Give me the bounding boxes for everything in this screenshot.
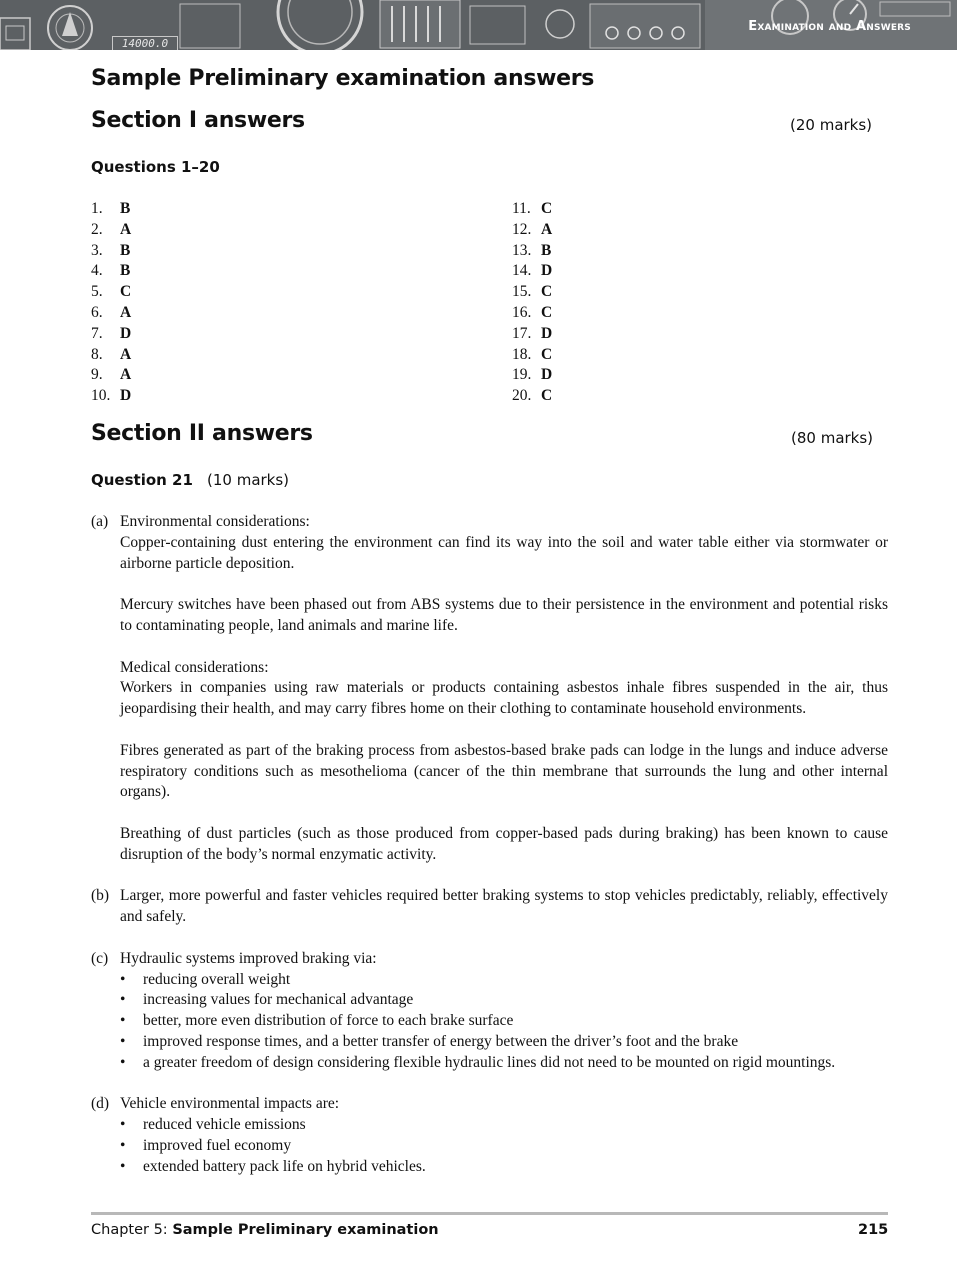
chapter-title: Sample Preliminary examination (172, 1222, 439, 1238)
answer-row (91, 241, 131, 262)
question-number: 7. (91, 324, 103, 342)
environmental-paragraph: Mercury switches have been phased out from ABS systems due to their persistence in the environment and potential risks to contaminating people, land animals and marine life. (120, 596, 888, 634)
question-number: 15. (512, 283, 532, 301)
footer-divider (91, 1212, 888, 1215)
part-b-text: Larger, more powerful and faster vehicles required better braking systems to stop vehicles predictably, reliably, effectively and safely. (120, 887, 888, 926)
part-c (91, 949, 888, 1074)
section-2-marks: (80 marks) (791, 429, 874, 447)
answer-row (512, 324, 552, 345)
running-header: Examination and Answers (748, 19, 911, 34)
question-number: 8. (91, 345, 103, 363)
list-item: • improved response times, and a better transfer of energy between the driver’s foot and the brake (120, 1032, 888, 1053)
question-number: 11. (512, 200, 531, 217)
answer-row (512, 199, 552, 220)
question-21-answers (91, 512, 888, 1178)
answer-row (91, 282, 131, 303)
part-b (91, 886, 888, 928)
answer-letter: D (120, 387, 132, 405)
question-21-marks: (10 marks) (207, 471, 290, 489)
answer-letter: C (120, 283, 132, 301)
answer-letter: D (541, 366, 553, 384)
list-item: • better, more even distribution of force to each brake surface (120, 1011, 888, 1032)
bullet-list (120, 970, 888, 1074)
question-21-label: Question 21 (91, 471, 193, 489)
question-number: 20. (512, 387, 532, 405)
answer-letter: A (120, 220, 132, 238)
answer-letter: D (541, 324, 553, 342)
question-number: 14. (512, 262, 532, 280)
answer-letter: B (120, 262, 131, 280)
part-a (91, 512, 888, 866)
answer-letter: C (541, 345, 553, 363)
list-item: • reducing overall weight (120, 970, 888, 991)
page-title: Sample Preliminary examination answers (91, 66, 595, 91)
list-item: • extended battery pack life on hybrid vehicles. (120, 1157, 888, 1178)
answer-row (91, 303, 131, 324)
bullet-icon: • (120, 1136, 126, 1154)
bullet-icon: • (120, 1157, 126, 1175)
medical-paragraph: Fibres generated as part of the braking process from asbestos-based brake pads can lodge in the lungs and induce adverse respiratory conditions such as mesothelioma (cancer of the thin membrane that surrounds the lung and other internal organs). (120, 741, 888, 801)
medical-heading: Medical considerations: (120, 658, 269, 676)
answer-letter: C (541, 200, 553, 217)
part-d (91, 1094, 888, 1177)
question-number: 10. (91, 387, 111, 405)
part-d-intro: Vehicle environmental impacts are: (120, 1095, 340, 1113)
part-label: (c) (91, 949, 109, 967)
answer-row (91, 345, 131, 366)
medical-paragraph: Breathing of dust particles (such as those produced from copper-based pads during braking) has been known to cause disruption of the body’s normal enzymatic activity. (120, 824, 888, 863)
answers-column-right (512, 199, 552, 407)
answer-row (91, 199, 131, 220)
section-1-heading: Section I answers (91, 108, 305, 133)
answer-letter: B (541, 241, 552, 259)
environmental-heading: Environmental considerations: (120, 513, 310, 530)
questions-range-heading: Questions 1–20 (91, 158, 220, 176)
part-label: (d) (91, 1095, 110, 1113)
answer-row (512, 220, 552, 241)
environmental-paragraph: Copper-containing dust entering the environment can find its way into the soil and water table either via stormwater or airborne particle deposition. (120, 533, 888, 572)
answer-row (512, 241, 552, 262)
counter-display: 14000.0 (112, 36, 178, 50)
footer-chapter (91, 1222, 439, 1238)
bullet-icon: • (120, 1053, 126, 1071)
list-item: • reduced vehicle emissions (120, 1115, 888, 1136)
section-1-marks: (20 marks) (790, 116, 873, 134)
question-number: 16. (512, 303, 532, 321)
answer-letter: A (541, 220, 553, 238)
answer-letter: A (120, 303, 132, 321)
part-c-intro: Hydraulic systems improved braking via: (120, 949, 377, 967)
list-item: • a greater freedom of design considering flexible hydraulic lines did not need to be mounted on rigid mountings. (120, 1053, 888, 1074)
bullet-icon: • (120, 1012, 126, 1030)
answer-letter: B (120, 200, 131, 217)
question-number: 2. (91, 220, 103, 238)
answer-letter: A (120, 345, 132, 363)
part-label: (b) (91, 887, 110, 905)
bullet-icon: • (120, 1116, 126, 1134)
answer-row (512, 365, 552, 386)
question-number: 9. (91, 366, 103, 384)
list-item: • improved fuel economy (120, 1136, 888, 1157)
answer-row (91, 220, 131, 241)
question-number: 6. (91, 303, 103, 321)
answer-row (512, 282, 552, 303)
bullet-icon: • (120, 1032, 126, 1050)
answer-letter: C (541, 303, 553, 321)
section-2-heading: Section II answers (91, 421, 313, 446)
question-number: 12. (512, 220, 532, 238)
question-number: 17. (512, 324, 532, 342)
question-number: 19. (512, 366, 532, 384)
list-item: • increasing values for mechanical advantage (120, 990, 888, 1011)
answer-letter: D (541, 262, 553, 280)
answer-letter: B (120, 241, 131, 259)
question-number: 4. (91, 262, 103, 280)
answer-row (91, 324, 131, 345)
answer-row (512, 345, 552, 366)
answers-column-left (91, 199, 131, 407)
answer-row (512, 386, 552, 407)
question-number: 13. (512, 241, 532, 259)
bullet-icon: • (120, 991, 126, 1009)
question-number: 1. (91, 200, 103, 217)
part-label: (a) (91, 513, 109, 530)
bullet-list (120, 1115, 888, 1177)
answer-row (91, 386, 131, 407)
header-banner (0, 0, 957, 50)
page-number: 215 (858, 1222, 889, 1238)
chapter-prefix: Chapter 5: (91, 1222, 173, 1238)
answer-letter: D (120, 324, 132, 342)
question-number: 5. (91, 283, 103, 301)
answer-row (91, 365, 131, 386)
answer-row (512, 303, 552, 324)
answer-letter: C (541, 283, 553, 301)
medical-paragraph: Workers in companies using raw materials or products containing asbestos inhale fibres suspended in the air, thus jeopardising their health, and may carry fibres home on their clothing to contaminate household environments. (120, 679, 888, 718)
question-number: 18. (512, 345, 532, 363)
answer-letter: C (541, 387, 553, 405)
answer-letter: A (120, 366, 132, 384)
answer-row (512, 261, 552, 282)
answer-row (91, 261, 131, 282)
bullet-icon: • (120, 970, 126, 988)
question-number: 3. (91, 241, 103, 259)
